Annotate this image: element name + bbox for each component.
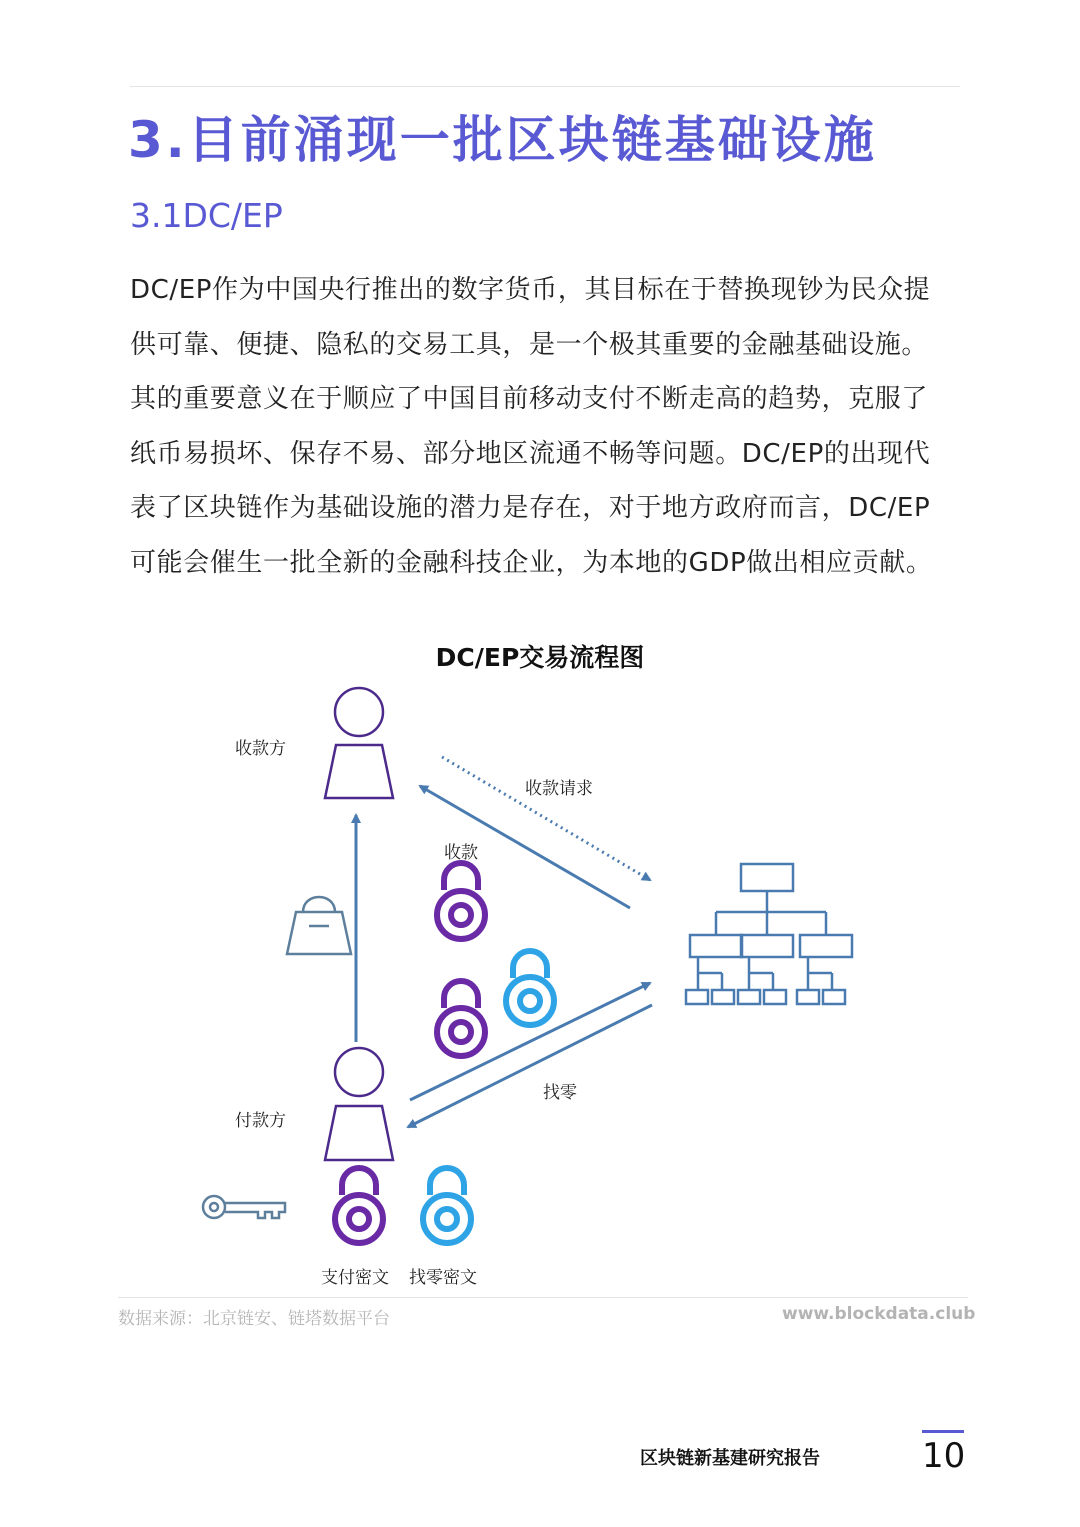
data-source: 数据来源：北京链安、链塔数据平台 xyxy=(118,1309,390,1329)
hierarchy-network-icon xyxy=(686,864,852,1004)
payee-label: 收款方 xyxy=(235,739,286,759)
payer-label: 付款方 xyxy=(235,1111,286,1131)
page-number: 10 xyxy=(922,1436,966,1476)
body-line: 可能会催生一批全新的金融科技企业，为本地的GDP做出相应贡献。 xyxy=(130,547,933,578)
padlock-icon xyxy=(437,981,485,1056)
padlock-icon xyxy=(423,1168,471,1243)
padlock-icon xyxy=(506,951,554,1025)
report-title: 区块链新基建研究报告 xyxy=(640,1448,820,1469)
body-line: 其的重要意义在于顺应了中国目前移动支付不断走高的趋势，克服了 xyxy=(130,384,929,414)
section-title: 3.目前涌现一批区块链基础设施 xyxy=(128,111,877,169)
subsection-title: 3.1DC/EP xyxy=(130,196,283,235)
change-ciphertext-label: 找零密文 xyxy=(409,1268,477,1288)
body-line: 纸币易损坏、保存不易、部分地区流通不畅等问题。DC/EP的出现代 xyxy=(130,438,931,469)
bottom-divider xyxy=(118,1297,968,1298)
body-line: 表了区块链作为基础设施的潜力是存在，对于地方政府而言，DC/EP xyxy=(130,493,931,523)
diagram-title: DC/EP交易流程图 xyxy=(435,643,645,672)
page-number-accent xyxy=(922,1430,964,1433)
padlock-icon xyxy=(335,1168,383,1243)
receive-label: 收款 xyxy=(444,843,478,863)
key-icon xyxy=(203,1196,285,1218)
website-link[interactable]: www.blockdata.club xyxy=(782,1304,976,1324)
padlock-icon xyxy=(437,863,485,939)
payment-ciphertext-label: 支付密文 xyxy=(321,1268,389,1288)
body-line: 供可靠、便捷、隐私的交易工具，是一个极其重要的金融基础设施。 xyxy=(130,329,929,360)
shopping-bag-icon xyxy=(287,897,351,954)
change-label: 找零 xyxy=(543,1083,577,1103)
payment-request-label: 收款请求 xyxy=(525,779,593,799)
payer-person-icon xyxy=(325,1048,393,1160)
body-line: DC/EP作为中国央行推出的数字货币，其目标在于替换现钞为民众提 xyxy=(130,275,931,305)
payee-person-icon xyxy=(325,688,393,798)
